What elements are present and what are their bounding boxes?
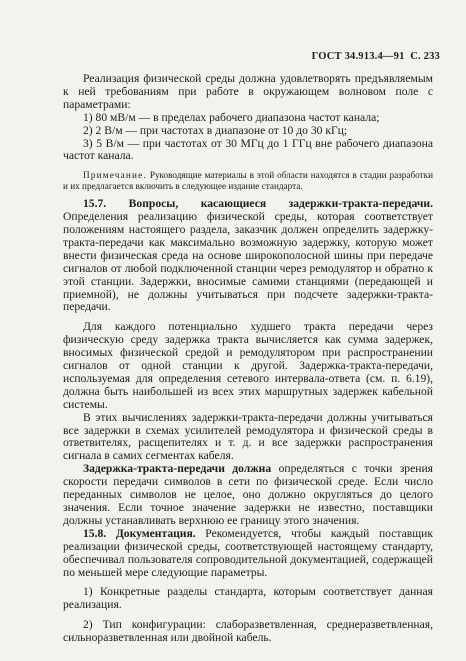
doc-item-1: 1) Конкретные разделы стандарта, которым соответствует данная реализация.	[63, 585, 433, 612]
section-15-8-number: 15.8.	[83, 526, 107, 540]
note-label: Примечание.	[83, 170, 147, 181]
paragraph-physical-medium: Реализация физической среды должна удовлетворять предъявляемым к ней требованиям при работе в окружающем волновом поле с параметрами:	[63, 72, 433, 111]
rounding-lead: Задержка-тракта-передачи должна	[83, 462, 272, 476]
section-15-7-number: 15.7.	[83, 197, 107, 211]
section-15-8-title: Документация.	[115, 526, 196, 540]
page-header	[312, 51, 440, 62]
paragraph-calculations: В этих вычислениях задержки-тракта-передачи должны учитываться все задержки в схемах усилителей ремодулятора и физической среды в ответвителях, расщепителях и т. д. и все задержки распространения сигнала в самих сегментах кабеля.	[63, 410, 433, 463]
note-text: Руководящие материалы в этой области находятся в стадии разработки и их предлагается включить в следующее издание стандарта.	[63, 170, 433, 191]
rounding-text: определяться с точки зрения скорости передачи символов в сети по физической среде. Если число переданных символов не целое, оно должно округляться до целого значения. Если точное значение задержки не известно, поставщики должны устанавливать верхнюю ее границу этого значения.	[63, 462, 433, 527]
section-15-8-text: Рекомендуется, чтобы каждый поставщик реализации физической среды, соответствующей настоящему стандарту, обеспечивал пользователя сопроводительной документацией, содержащей по меньшей мере следующие параметры.	[63, 526, 433, 579]
section-15-7	[63, 198, 433, 314]
section-15-7-title: Вопросы, касающиеся задержки-тракта-передачи.	[128, 197, 433, 211]
page-number: С. 233	[410, 51, 440, 62]
doc-item-2: 2) Тип конфигурации: слаборазветвленная, среднеразветвленная, сильноразветвленная или двойной кабель.	[63, 618, 433, 645]
paragraph-rounding	[63, 463, 433, 528]
list-item: 2) 2 В/м — при частотах в диапазоне от 10 до 30 кГц;	[83, 123, 348, 137]
body-text	[63, 73, 433, 645]
section-15-7-text: Определения реализацию физической среды, которая соответствует положениям настоящего раздела, заказчик должен определить задержку-тракта-передачи как максимально возможную задержку, которую может внести физическая среда на основе широкополосной шины при передаче сигналов от любой подключенной станции через ремодулятор и обратно к этой станции. Задержки, вносимые самими станциями (передающей и приемной), не должны учитываться при подсчете задержки-тракта-передачи.	[63, 210, 433, 314]
section-15-8	[63, 528, 433, 580]
note	[63, 170, 433, 191]
standard-number: ГОСТ 34.913.4—91	[311, 51, 405, 62]
paragraph-worst-path: Для каждого потенциально худшего тракта передачи через физическую среду задержка тракта вычисляется как сумма задержек, вносимых физической средой и ремодулятором при распространении сигналов от одной станции к другой. Задержка-тракта-передачи, используемая для определения сетевого интервала-ответа (см. п. 6.19), должна быть наибольшей из всех этих маршрутных задержек кабельной системы.	[63, 320, 433, 411]
list-item: 3) 5 В/м — при частотах от 30 МГц до 1 ГГц вне рабочего диапазона частот канала.	[63, 136, 433, 163]
list-item: 1) 80 мВ/м — в пределах рабочего диапазона частот канала;	[83, 110, 380, 124]
